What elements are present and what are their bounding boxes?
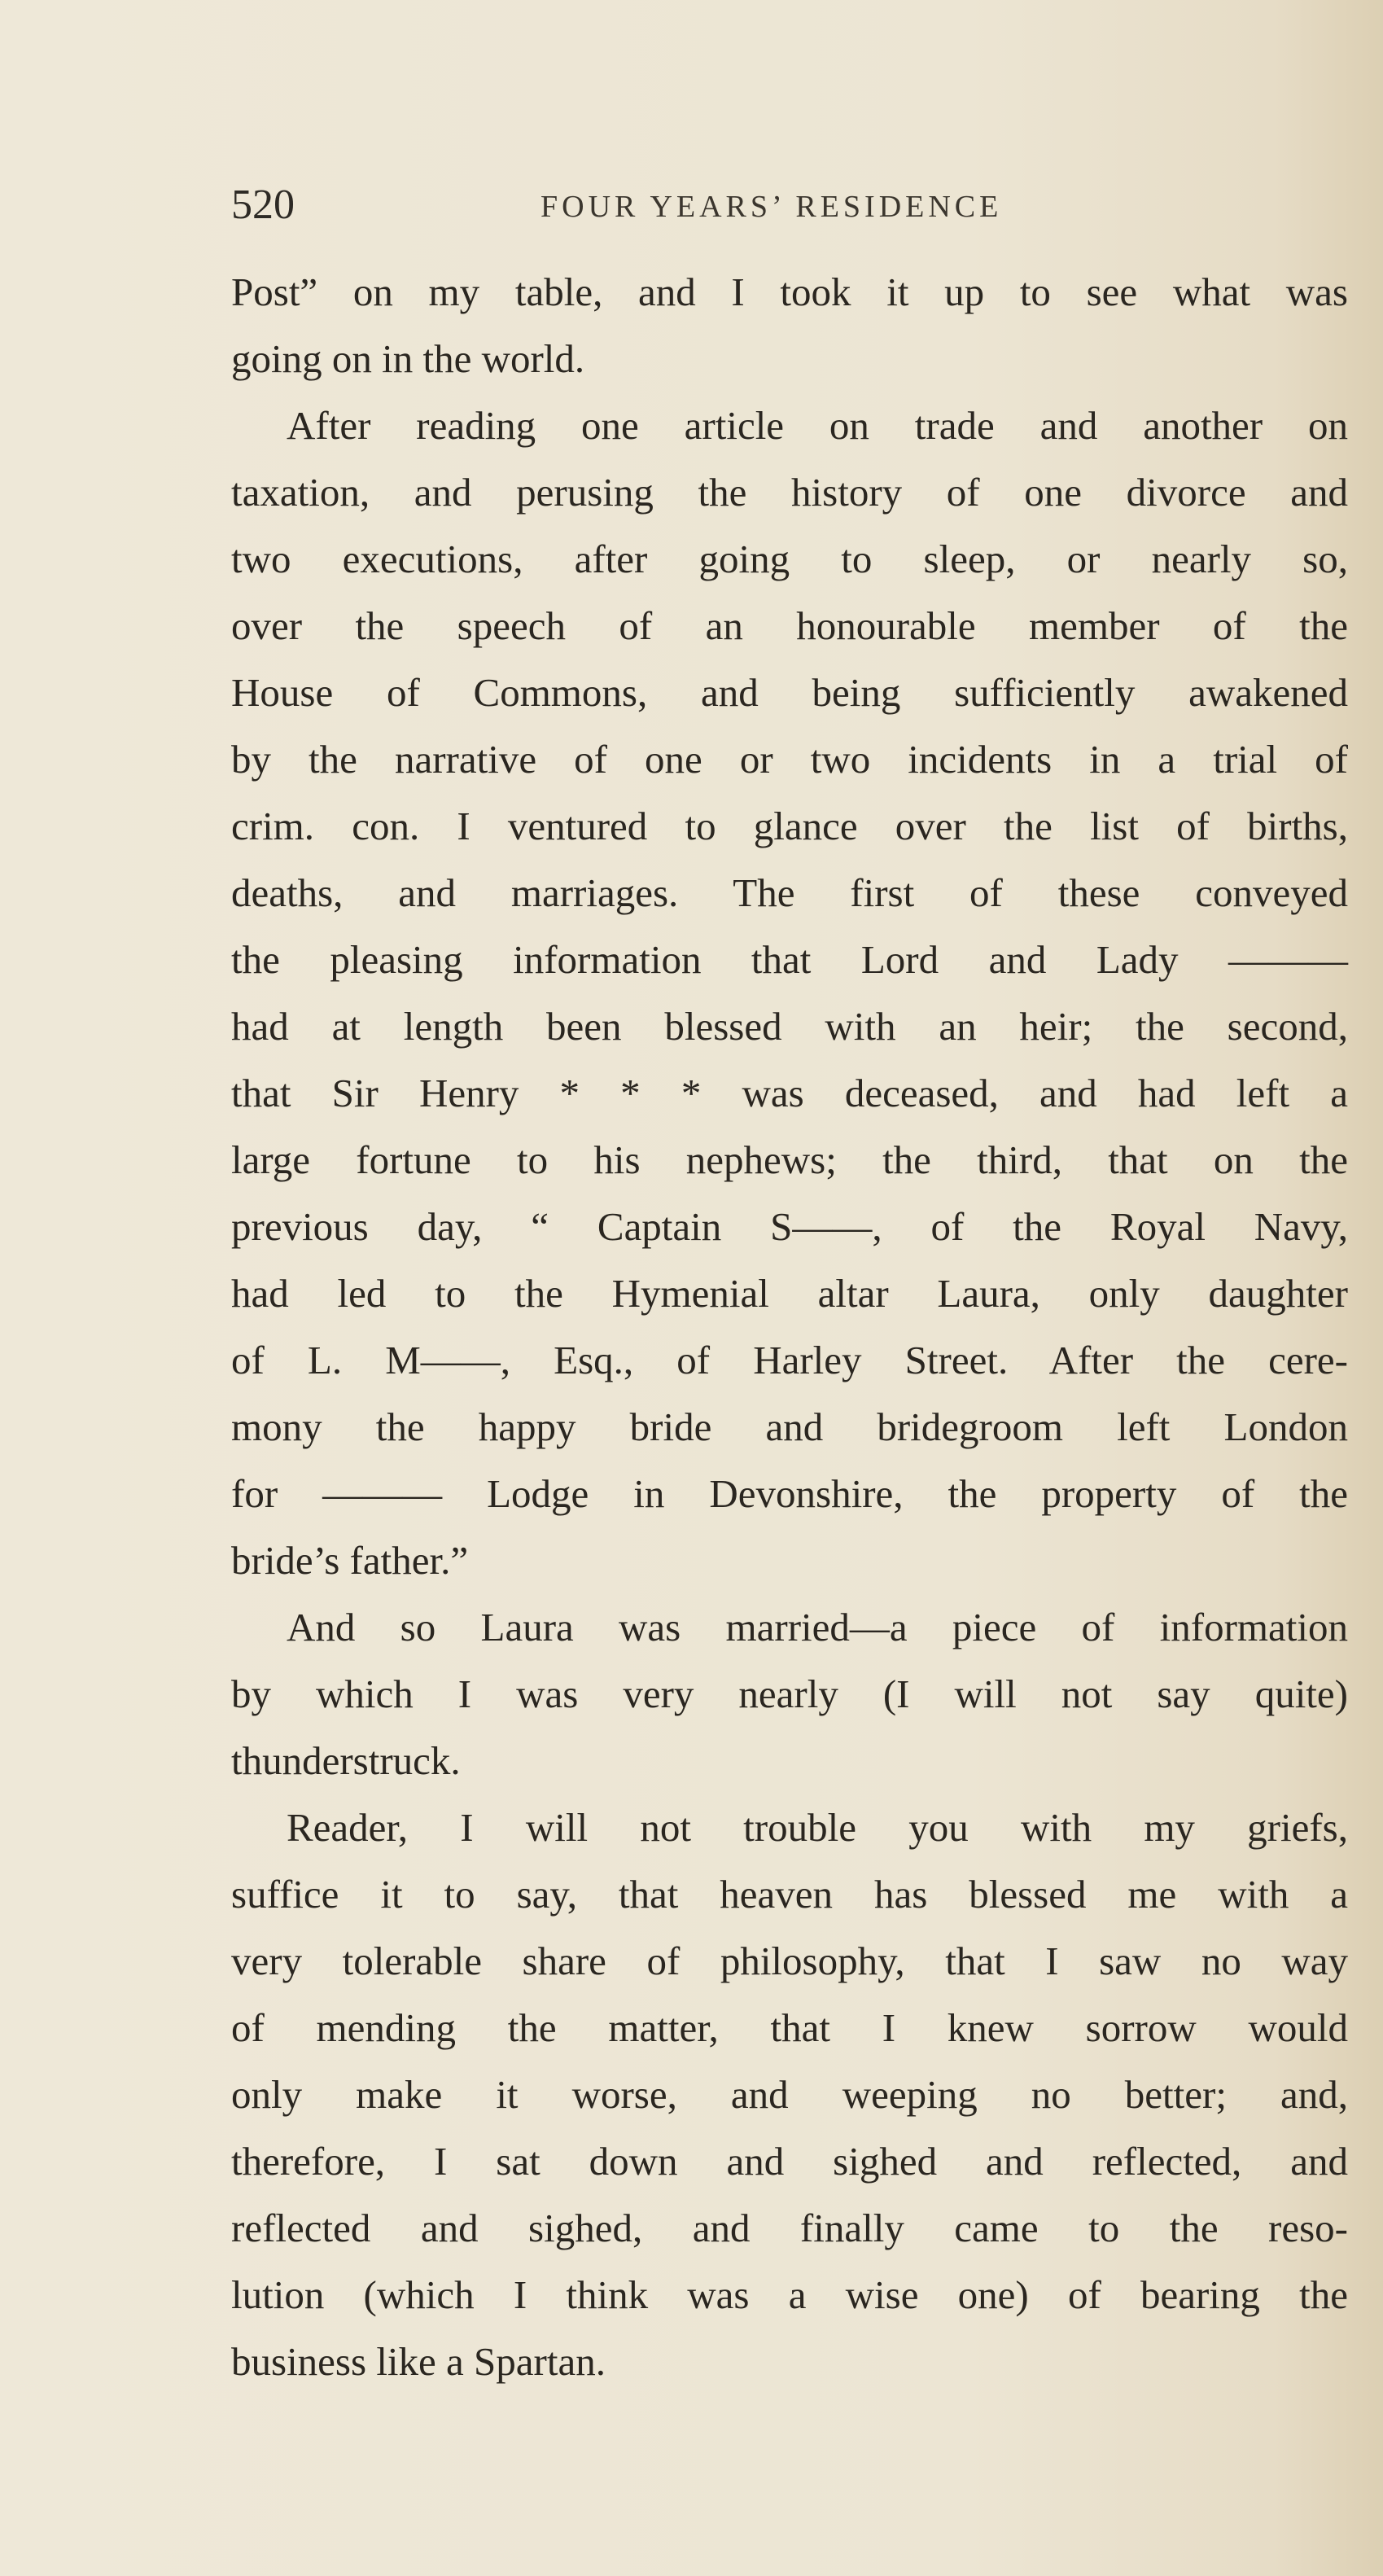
text-line: over the speech of an honourable member of the (231, 603, 1348, 648)
text-line: that Sir Henry * * * was deceased, and had left a (231, 1071, 1348, 1115)
text-line: large fortune to his nephews; the third, that on the (231, 1137, 1348, 1182)
text-line: of mending the matter, that I knew sorrow would (231, 2005, 1348, 2050)
text-line: the pleasing information that Lord and Lady ——— (231, 937, 1348, 982)
text-line: lution (which I think was a wise one) of bearing the (231, 2272, 1348, 2317)
text-line: for ——— Lodge in Devonshire, the property of the (231, 1471, 1348, 1516)
text-line: two executions, after going to sleep, or nearly so, (231, 537, 1348, 581)
text-line: had at length been blessed with an heir; the second, (231, 1004, 1348, 1049)
text-line: House of Commons, and being sufficiently awakened (231, 670, 1348, 715)
text-line: only make it worse, and weeping no better; and, (231, 2072, 1348, 2117)
text-line: Post” on my table, and I took it up to see what was (231, 269, 1348, 314)
text-line: bride’s father.” (231, 1538, 469, 1583)
text-line: suffice it to say, that heaven has blessed me with a (231, 1872, 1348, 1917)
text-line: Reader, I will not trouble you with my griefs, (287, 1805, 1348, 1850)
text-line: by which I was very nearly (I will not say quite) (231, 1671, 1348, 1716)
text-line: very tolerable share of philosophy, that I saw no way (231, 1939, 1348, 1983)
page-header (231, 181, 1348, 246)
text-line: of L. M——, Esq., of Harley Street. After the cere- (231, 1338, 1348, 1382)
text-line: going on in the world. (231, 336, 585, 381)
text-line: taxation, and perusing the history of one divorce and (231, 470, 1348, 515)
page-number: 520 (231, 182, 295, 228)
text-line: business like a Spartan. (231, 2339, 606, 2384)
text-line: had led to the Hymenial altar Laura, only daughter (231, 1271, 1348, 1316)
text-line: After reading one article on trade and another on (287, 403, 1348, 448)
text-line: therefore, I sat down and sighed and reflected, and (231, 2139, 1348, 2184)
text-line: thunderstruck. (231, 1738, 461, 1783)
text-line: by the narrative of one or two incidents in a trial of (231, 737, 1348, 782)
text-line: crim. con. I ventured to glance over the list of births, (231, 804, 1348, 848)
text-line: mony the happy bride and bridegroom left London (231, 1404, 1348, 1449)
text-line: previous day, “ Captain S——, of the Royal Navy, (231, 1204, 1348, 1249)
text-line: And so Laura was married—a piece of information (287, 1605, 1348, 1649)
text-line: deaths, and marriages. The first of these conveyed (231, 870, 1348, 915)
running-title: FOUR YEARS’ RESIDENCE (541, 190, 1003, 224)
text-line: reflected and sighed, and finally came to the reso- (231, 2206, 1348, 2250)
body-text (231, 259, 1348, 2395)
